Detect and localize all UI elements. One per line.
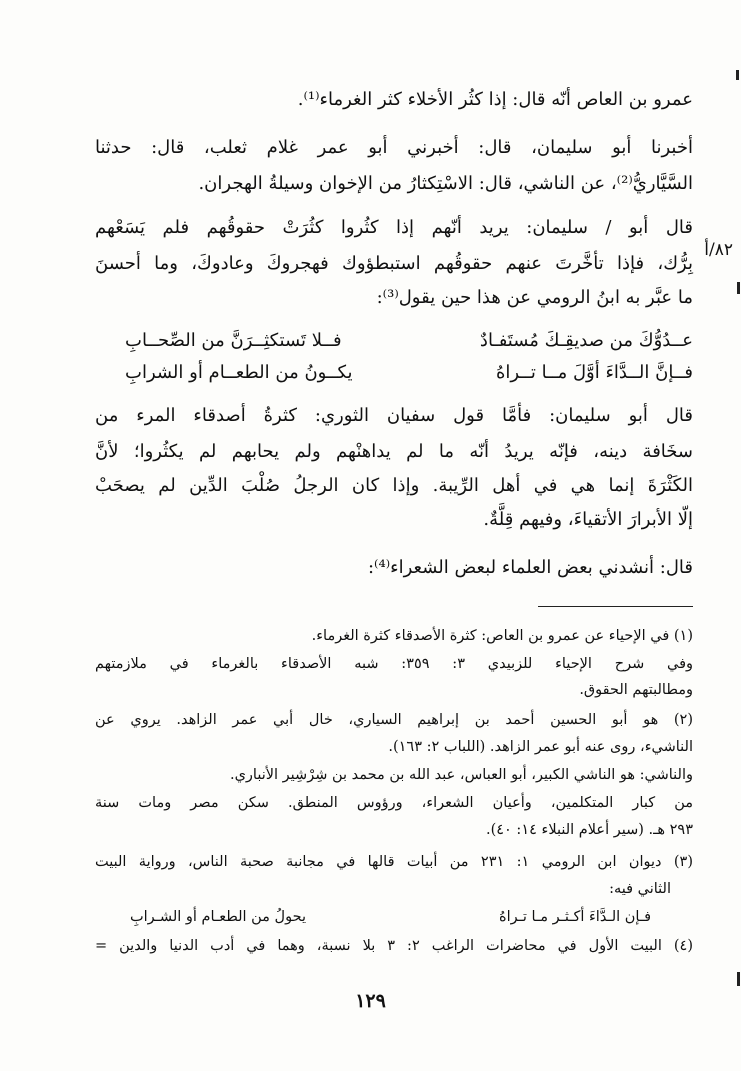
margin-folio-note: ٨٢/أ <box>704 240 733 260</box>
paragraph-4-line-3: الكَثْرَةَ إنما هي في أهل الرِّيبة. وإذا كان الرجلُ صُلْبَ الدِّين لم يصحَبْ <box>95 475 693 496</box>
footnote-2-line-3: والناشي: هو الناشي الكبير، أبو العباس، عبد الله بن محمد بن شِرْشِير الأنباري. <box>229 767 693 783</box>
scan-edge-mark <box>737 282 740 294</box>
footnote-2-line-4: من كبار المتكلمين، وأعيان الشعراء، ورؤوس المنطق. سكن مصر ومات سنة <box>95 795 693 811</box>
paragraph-3-line-3: ما عبَّر به ابنُ الرومي عن هذا حين يقول⁽³⁾: <box>376 287 693 308</box>
footnote-1-line-1: (١) في الإحياء عن عمرو بن العاص: كثرة الأصدقاء كثرة الغرماء. <box>311 628 693 644</box>
paragraph-4-line-2: سخَافة دينه، فإنّه يريدُ أنّه ما لم يداهنْهم ولم يحابهم لم يكثُروا؛ لأنَّ <box>95 441 693 462</box>
paragraph-3-line-1: قال أبو / سليمان: يريد أنّهم إذا كثُروا كثُرَتْ حقوقُهم فلم يَسَعْهم <box>95 217 693 238</box>
footnote-3-line-1: (٣) ديوان ابن الرومي ١: ٢٣١ من أبيات قالها في مجانبة صحبة الناس، ورواية البيت <box>95 854 693 870</box>
footnote-3-verse <box>130 907 651 928</box>
paragraph-4-line-1: قال أبو سليمان: فأمَّا قول سفيان الثوري: كثرةُ أصدقاء المرء من <box>95 405 693 426</box>
verse-2-first-hemistich: فــإنَّ الــدَّاءَ أوَّلَ مــا تــراهُ <box>495 362 693 383</box>
footnote-2-line-5: ٢٩٣ هـ. (سير أعلام النبلاء ١٤: ٤٠). <box>485 822 693 838</box>
paragraph-2-line-1: أخبرنا أبو سليمان، قال: أخبرني أبو عمر غلام ثعلب، قال: حدثنا <box>95 137 693 158</box>
scan-edge-mark <box>736 70 739 80</box>
verse-2-second-hemistich: يكــونُ من الطعــام أو الشرابِ <box>125 362 353 383</box>
paragraph-5: قال: أنشدني بعض العلماء لبعض الشعراء⁽⁴⁾: <box>367 557 693 578</box>
paragraph-4-line-4: إلّا الأبرارَ الأتقياءَ، وفيهم قِلَّةٌ. <box>483 509 693 530</box>
footnote-1-line-2: وفي شرح الإحياء للزبيدي ٣: ٣٥٩: شبه الأصدقاء بالغرماء في ملازمتهم <box>95 656 694 672</box>
verse-1-first-hemistich: عــدُوُّكَ من صديقِـكَ مُستَفـادٌ <box>479 330 693 351</box>
paragraph-1: عمرو بن العاص أنّه قال: إذا كثُر الأخلاء كثر الغرماء⁽¹⁾. <box>297 89 693 110</box>
footnote-3-verse-second-hemistich: يحولُ من الطعـام أو الشـرابِ <box>130 909 306 925</box>
footnote-2-line-2: الناشيء، روى عنه أبو عمر الزاهد. (اللباب ٢: ١٦٣). <box>388 739 693 755</box>
footnote-3-line-2: الثاني فيه: <box>609 881 671 897</box>
verse-line-1 <box>125 328 693 354</box>
footnote-4-line-1: (٤) البيت الأول في محاضرات الراغب ٢: ٣ بلا نسبة، وهما في أدب الدنيا والدين = <box>95 938 693 954</box>
footnote-separator <box>538 606 693 607</box>
scan-edge-mark <box>737 972 740 986</box>
page-number: ١٢٩ <box>355 990 386 1012</box>
footnote-3-verse-first-hemistich: فـإن الـدَّاءَ أكـثـر مـا تـراهُ <box>499 909 651 925</box>
paragraph-2-line-2: السَّيَّاريُّ⁽²⁾، عن الناشي، قال: الاسْتِكثارُ من الإخوان وسيلةُ الهجران. <box>198 173 693 194</box>
paragraph-3-line-2: بِرُّك، فإذا تأخَّرتَ عنهم حقوقُهم استبطؤوك فهجروكَ وعادوكَ، وما أحسنَ <box>95 253 693 274</box>
verse-1-second-hemistich: فــلا تَستكثِــرَنَّ من الصِّحــابِ <box>125 330 342 351</box>
footnote-2-line-1: (٢) هو أبو الحسين أحمد بن إبراهيم السياري، خال أبي عمر الزاهد. يروي عن <box>95 712 693 728</box>
verse-line-2 <box>125 360 693 386</box>
footnote-1-line-3: ومطالبتهم الحقوق. <box>579 682 693 698</box>
